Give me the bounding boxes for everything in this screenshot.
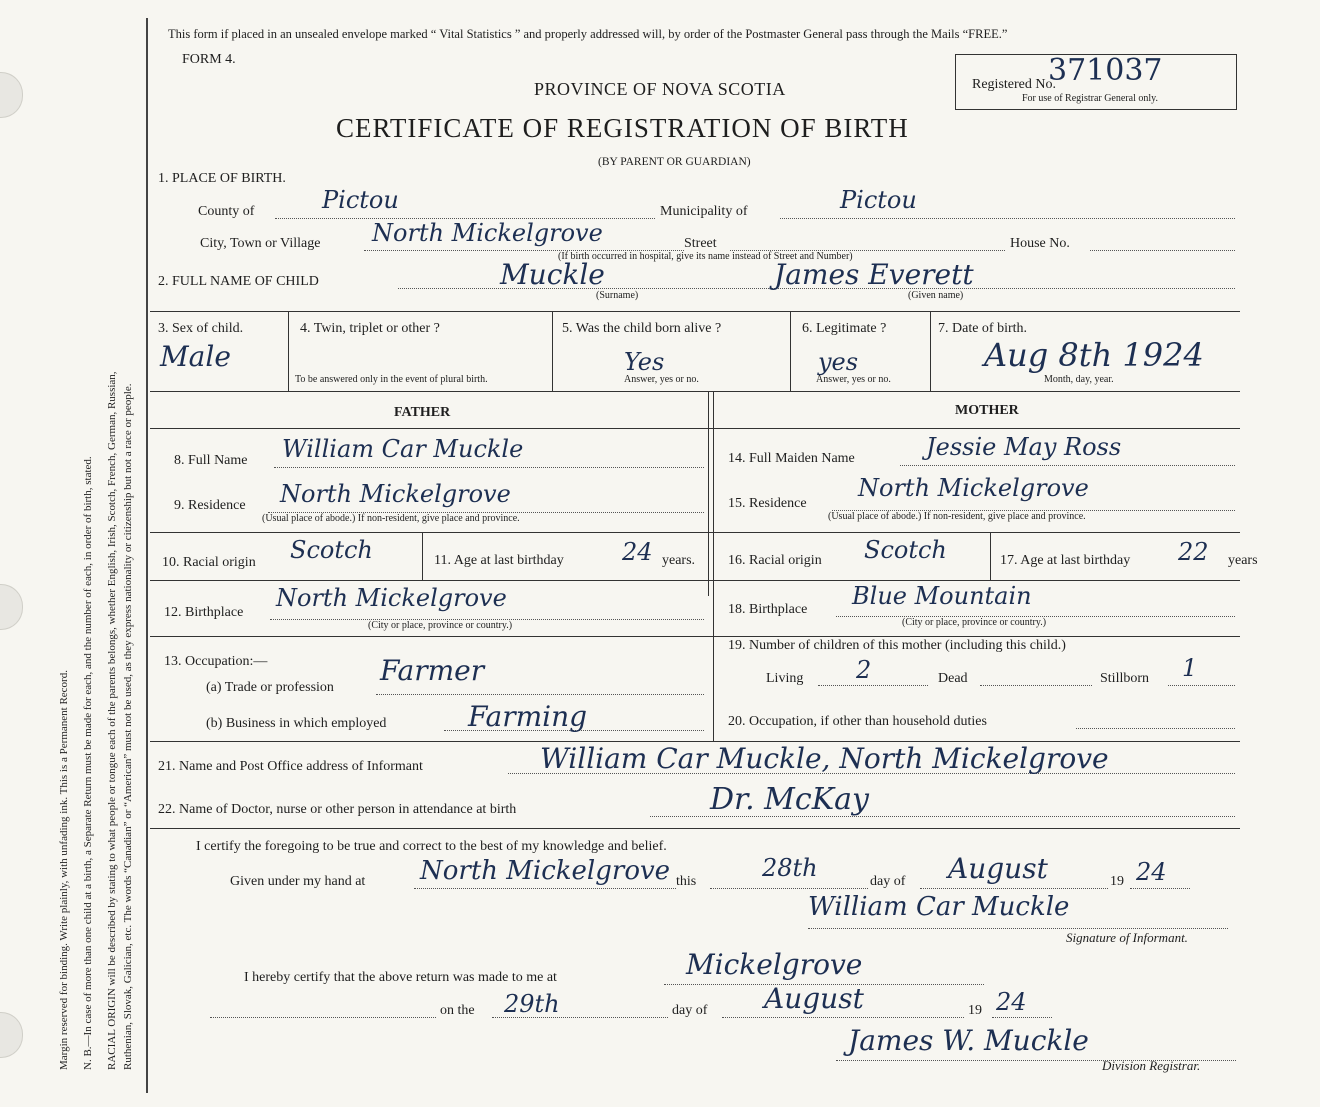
informant-signature: William Car Muckle [808, 892, 1070, 922]
registrar-year-prefix: 19 [968, 1003, 982, 1018]
alive-value: Yes [624, 348, 665, 376]
registrar-caption: Division Registrar. [1102, 1058, 1201, 1073]
dead-label: Dead [938, 671, 968, 686]
this-label: this [676, 874, 697, 889]
legitimate-label: 6. Legitimate ? [802, 321, 887, 336]
province-heading: PROVINCE OF NOVA SCOTIA [534, 79, 786, 99]
house-label: House No. [1010, 236, 1070, 251]
twin-note: To be answered only in the event of plural birth. [295, 374, 488, 385]
father-name-value: William Car Muckle [282, 435, 524, 463]
father-age-label: 11. Age at last birthday [434, 553, 564, 568]
given-month-value: August [948, 852, 1048, 885]
twin-label: 4. Twin, triplet or other ? [300, 321, 440, 336]
legitimate-caption: Answer, yes or no. [816, 374, 891, 385]
business-value: Farming [468, 700, 588, 733]
registered-box [955, 54, 1237, 110]
father-occupation-label: 13. Occupation:— [164, 654, 268, 669]
doctor-label: 22. Name of Doctor, nurse or other person in attendance at birth [158, 802, 517, 817]
father-heading: FATHER [394, 405, 451, 420]
sex-value: Male [160, 340, 231, 373]
mail-notice: This form if placed in an unsealed envelope marked “ Vital Statistics ” and properly addressed will, by order of the Postmaster General pass through the Mails “FREE.” [168, 27, 1008, 41]
father-residence-caption: (Usual place of abode.) If non-resident, give place and province. [262, 513, 520, 524]
mother-years: years [1228, 553, 1258, 568]
certificate-subtitle: (BY PARENT OR GUARDIAN) [598, 156, 751, 168]
informant-label: 21. Name and Post Office address of Informant [158, 759, 423, 774]
certificate-title: CERTIFICATE OF REGISTRATION OF BIRTH [336, 113, 909, 143]
given-under-label: Given under my hand at [230, 874, 366, 889]
given-place-value: North Mickelgrove [420, 856, 671, 886]
stillborn-value: 1 [1182, 654, 1198, 682]
city-value: North Mickelgrove [372, 219, 603, 247]
given-caption: (Given name) [908, 290, 964, 301]
dob-value: Aug 8th 1924 [984, 336, 1204, 374]
father-years: years. [662, 553, 696, 568]
hospital-note: (If birth occurred in hospital, give its name instead of Street and Number) [558, 251, 853, 262]
mother-age-value: 22 [1178, 538, 1209, 566]
municipality-label: Municipality of [660, 204, 748, 219]
margin-note-3: RACIAL ORIGIN will be described by stating to what people or tongue each of the parents belongs, whether English, Irish, Scotch, French, German, Russian, [106, 371, 118, 1070]
father-racial-label: 10. Racial origin [162, 555, 256, 570]
mother-birthplace-value: Blue Mountain [852, 582, 1032, 610]
father-racial-value: Scotch [290, 536, 373, 564]
given-year-value: 24 [1136, 858, 1167, 886]
registrar-signature: James W. Muckle [848, 1024, 1089, 1057]
children-count-label: 19. Number of children of this mother (including this child.) [728, 638, 1066, 653]
informant-value: William Car Muckle, North Mickelgrove [540, 742, 1109, 775]
registrar-month-value: August [764, 982, 864, 1015]
father-age-value: 24 [622, 538, 653, 566]
binding-hole [0, 72, 23, 118]
form-number: FORM 4. [182, 52, 236, 67]
mother-residence-caption: (Usual place of abode.) If non-resident, give place and province. [828, 511, 1086, 522]
on-the-label: on the [440, 1003, 475, 1018]
registrar-year-value: 24 [996, 988, 1027, 1016]
father-residence-value: North Mickelgrove [280, 480, 511, 508]
day-of-label: day of [870, 874, 906, 889]
child-name-label: 2. FULL NAME OF CHILD [158, 274, 319, 289]
registered-note: For use of Registrar General only. [1022, 93, 1158, 104]
mother-age-label: 17. Age at last birthday [1000, 553, 1131, 568]
year-prefix: 19 [1110, 874, 1124, 889]
given-day-value: 28th [762, 854, 818, 882]
registrar-day-of-label: day of [672, 1003, 708, 1018]
legitimate-value: yes [818, 348, 859, 376]
mother-racial-value: Scotch [864, 536, 947, 564]
sex-label: 3. Sex of child. [158, 321, 244, 336]
mother-residence-label: 15. Residence [728, 496, 807, 511]
business-label: (b) Business in which employed [206, 716, 387, 731]
living-value: 2 [856, 656, 872, 684]
trade-value: Farmer [380, 654, 485, 687]
alive-caption: Answer, yes or no. [624, 374, 699, 385]
margin-note-2: N. B.—In case of more than one child at a birth, a Separate Return must be made for each, and the number of each, in order of birth, stated. [82, 456, 94, 1070]
registered-number: 371037 [1048, 53, 1163, 88]
registrar-day-value: 29th [504, 990, 560, 1018]
binding-hole [0, 1012, 23, 1058]
alive-label: 5. Was the child born alive ? [562, 321, 722, 336]
living-label: Living [766, 671, 804, 686]
mother-birthplace-caption: (City or place, province or country.) [902, 617, 1047, 628]
surname-caption: (Surname) [596, 290, 639, 301]
registrar-text: I hereby certify that the above return was made to me at [244, 970, 557, 985]
father-residence-label: 9. Residence [174, 498, 246, 513]
mother-racial-label: 16. Racial origin [728, 553, 822, 568]
mother-name-value: Jessie May Ross [926, 433, 1122, 461]
informant-signature-caption: Signature of Informant. [1066, 930, 1188, 945]
mother-residence-value: North Mickelgrove [858, 474, 1089, 502]
county-value: Pictou [322, 186, 399, 214]
mother-birthplace-label: 18. Birthplace [728, 602, 808, 617]
registrar-place-value: Mickelgrove [686, 948, 863, 981]
father-birthplace-caption: (City or place, province or country.) [368, 620, 513, 631]
street-label: Street [684, 236, 717, 251]
county-label: County of [198, 204, 255, 219]
child-given-name: James Everett [774, 258, 974, 291]
margin-note-1: Margin reserved for binding. Write plainly, with unfading ink. This is a Permanent Record. [58, 670, 70, 1070]
dob-label: 7. Date of birth. [938, 321, 1028, 336]
dob-caption: Month, day, year. [1044, 374, 1114, 385]
trade-label: (a) Trade or profession [206, 680, 334, 695]
mother-occupation-label: 20. Occupation, if other than household duties [728, 714, 987, 729]
certify-text: I certify the foregoing to be true and correct to the best of my knowledge and belief. [196, 839, 667, 854]
child-surname: Muckle [500, 258, 605, 291]
binding-hole [0, 584, 23, 630]
mother-name-label: 14. Full Maiden Name [728, 451, 855, 466]
father-birthplace-value: North Mickelgrove [276, 584, 507, 612]
place-of-birth-label: 1. PLACE OF BIRTH. [158, 171, 286, 186]
father-name-label: 8. Full Name [174, 453, 248, 468]
registered-label: Registered No. [972, 77, 1056, 92]
doctor-value: Dr. McKay [710, 782, 869, 817]
father-birthplace-label: 12. Birthplace [164, 605, 244, 620]
municipality-value: Pictou [840, 186, 917, 214]
margin-note-4: Ruthenian, Slovak, Galician, etc. The words “Canadian” or “American” must not be used, as they express nationality or citizenship but not a race or people. [122, 383, 134, 1070]
city-label: City, Town or Village [200, 236, 321, 251]
stillborn-label: Stillborn [1100, 671, 1150, 686]
mother-heading: MOTHER [955, 403, 1019, 418]
